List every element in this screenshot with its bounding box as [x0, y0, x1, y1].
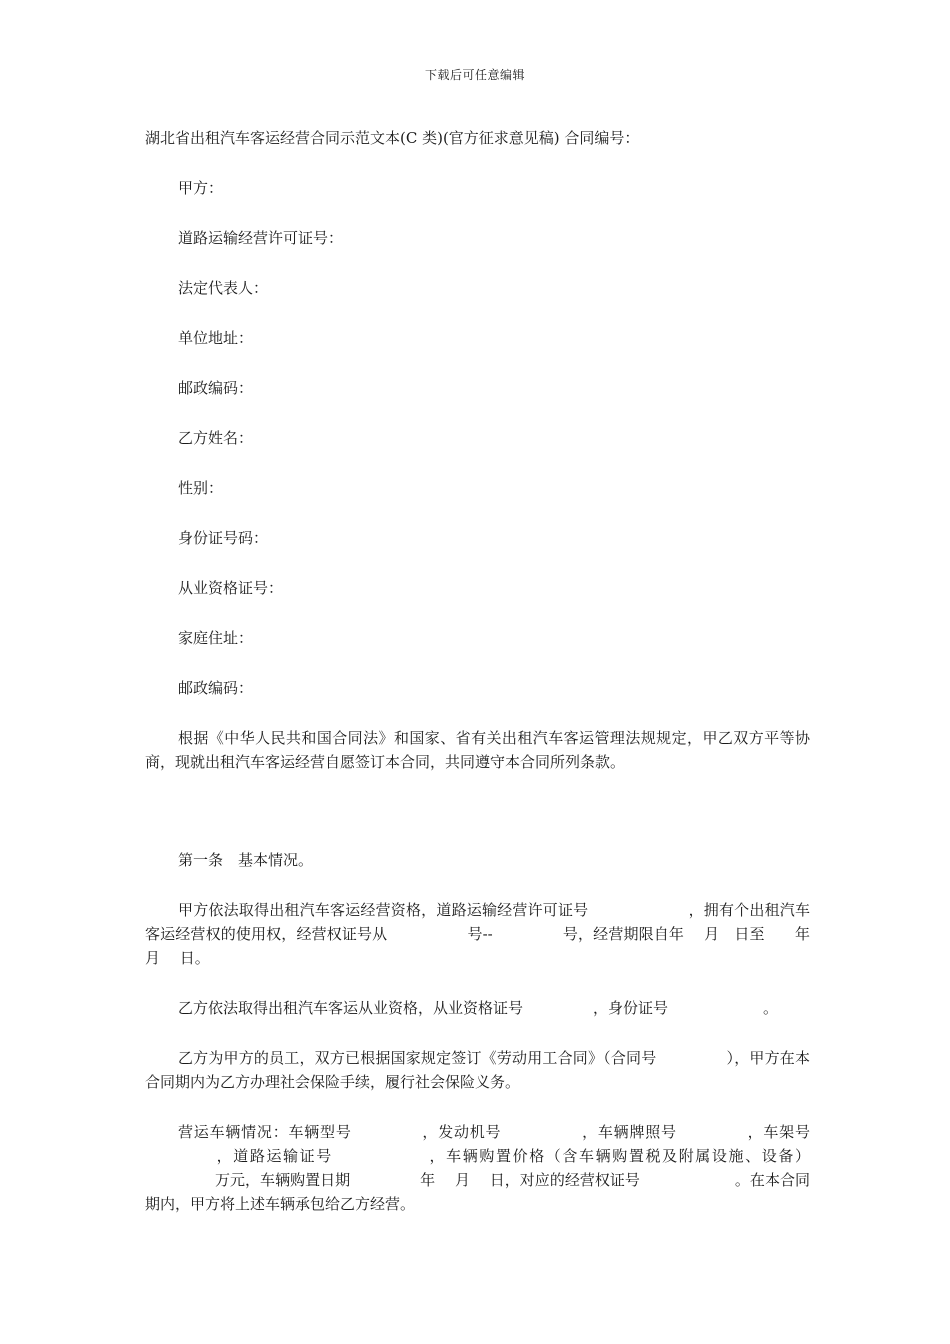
page-header: 下载后可任意编辑	[424, 68, 525, 82]
field-home-address: 家庭住址：	[178, 629, 254, 647]
field-legal-representative: 法定代表人：	[178, 279, 269, 297]
text-segment: 年 月 日至 年 月 日。	[145, 925, 830, 967]
field-company-address: 单位地址：	[178, 329, 254, 347]
text-segment: ，道路运输证号	[215, 1147, 333, 1165]
field-gender: 性别：	[178, 479, 224, 497]
paragraph-party-a-qualification	[145, 898, 830, 970]
text-segment: ），甲方在本合同期内为乙方办理社会保险手续，履行社会保险义务。	[145, 1049, 810, 1091]
field-id-number: 身份证号码：	[178, 529, 269, 547]
text-segment: ，车辆牌照号	[581, 1123, 677, 1141]
text-segment: 甲方依法取得出租汽车客运经营资格，道路运输经营许可证号	[178, 901, 589, 919]
document-body	[145, 126, 830, 1242]
text-segment: ，车辆购置价格（含车辆购置税及附属设施、设备）	[427, 1147, 810, 1165]
paragraph-vehicle-info	[145, 1120, 810, 1216]
text-segment: 号，经营期限自	[562, 925, 669, 943]
field-postal-code-b: 邮政编码：	[178, 679, 254, 697]
paragraph-party-b-qualification	[145, 996, 810, 1020]
field-postal-code-a: 邮政编码：	[178, 379, 254, 397]
text-segment: 营运车辆情况：车辆型号	[178, 1123, 352, 1141]
intro-paragraph: 根据《中华人民共和国合同法》和国家、省有关出租汽车客运管理法规规定，甲乙双方平等协商，现就出租汽车客运经营自愿签订本合同，共同遵守本合同所列条款。	[145, 729, 810, 771]
text-segment: 个出租汽车客运经营权的使用权，经营权证号从	[145, 901, 810, 943]
text-segment: 乙方为甲方的员工，双方已根据国家规定签订《劳动用工合同》（合同号	[178, 1049, 657, 1067]
text-segment: 。在本合同期内，甲方将上述车辆承包给乙方经营。	[145, 1171, 810, 1213]
text-segment: 年 月 日，对应的经营权证号	[420, 1171, 640, 1189]
text-segment: ，身份证号	[593, 999, 669, 1017]
text-segment: 万元，车辆购置日期	[215, 1171, 351, 1189]
paragraph-employment	[145, 1046, 810, 1094]
article-1-title: 第一条 基本情况。	[178, 851, 314, 869]
text-segment: ，车架号	[746, 1123, 810, 1141]
text-segment: 。	[763, 999, 779, 1017]
text-segment: ，拥有	[688, 901, 735, 919]
text-segment: ，发动机号	[421, 1123, 502, 1141]
field-qualification-number: 从业资格证号：	[178, 579, 284, 597]
field-party-a: 甲方：	[178, 179, 224, 197]
field-party-b-name: 乙方姓名：	[178, 429, 254, 447]
text-segment: 号--	[467, 925, 493, 943]
document-title: 湖北省出租汽车客运经营合同示范文本(C 类)(官方征求意见稿) 合同编号：	[145, 129, 640, 147]
spacer	[145, 800, 810, 848]
text-segment: 乙方依法取得出租汽车客运从业资格，从业资格证号	[178, 999, 524, 1017]
field-license-number: 道路运输经营许可证号：	[178, 229, 344, 247]
